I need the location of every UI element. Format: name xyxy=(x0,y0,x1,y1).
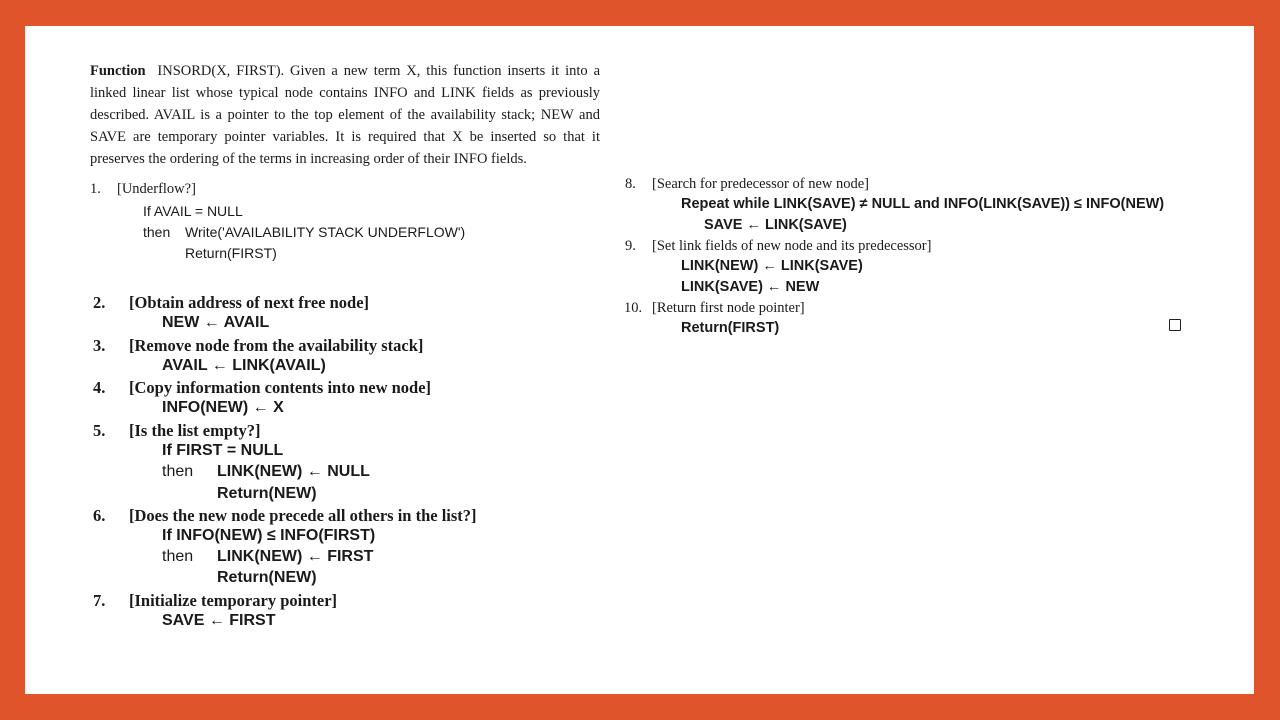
step-9-line-1: LINK(NEW) ← LINK(SAVE) xyxy=(681,258,863,274)
step-10-number: 10. xyxy=(624,300,643,316)
step-4-heading: [Copy information contents into new node] xyxy=(129,378,432,397)
step-9-line-2: LINK(SAVE) ← NEW xyxy=(681,279,820,295)
step-6-then: then xyxy=(162,548,194,565)
function-description xyxy=(90,60,600,170)
step-6-heading: [Does the new node precede all others in the list?] xyxy=(129,506,477,525)
step-5-line-1: If FIRST = NULL xyxy=(162,442,284,459)
step-9-number: 9. xyxy=(625,238,636,254)
step-6-line-1: If INFO(NEW) ≤ INFO(FIRST) xyxy=(162,527,376,544)
step-6-number: 6. xyxy=(93,506,106,525)
step-2-line-1: NEW ← AVAIL xyxy=(162,314,270,331)
step-4-line-1: INFO(NEW) ← X xyxy=(162,399,284,416)
step-9-heading: [Set link fields of new node and its predecessor] xyxy=(652,238,932,254)
step-8-number: 8. xyxy=(625,176,636,192)
step-10-heading: [Return first node pointer] xyxy=(652,300,805,316)
step-10-line-1: Return(FIRST) xyxy=(681,320,780,336)
end-of-proof-square-icon xyxy=(1169,319,1181,331)
step-2-number: 2. xyxy=(93,293,106,312)
step-5-heading: [Is the list empty?] xyxy=(129,421,261,440)
step-3-line-1: AVAIL ← LINK(AVAIL) xyxy=(162,357,326,374)
step-4-number: 4. xyxy=(93,378,106,397)
step-8-heading: [Search for predecessor of new node] xyxy=(652,176,869,192)
step-1-line-1: If AVAIL = NULL xyxy=(143,203,243,219)
function-keyword: Function xyxy=(90,63,146,79)
step-1-line-2: Write('AVAILABILITY STACK UNDERFLOW') xyxy=(185,224,466,240)
step-6-line-3: Return(NEW) xyxy=(217,569,317,586)
step-2-heading: [Obtain address of next free node] xyxy=(129,293,370,312)
step-1-then: then xyxy=(143,224,171,240)
step-7-line-1: SAVE ← FIRST xyxy=(162,612,276,629)
slide xyxy=(25,26,1254,694)
step-5-line-3: Return(NEW) xyxy=(217,485,317,502)
step-5-line-2: LINK(NEW) ← NULL xyxy=(217,463,370,480)
step-7-heading: [Initialize temporary pointer] xyxy=(129,591,338,610)
step-5-number: 5. xyxy=(93,421,106,440)
step-8-line-2: SAVE ← LINK(SAVE) xyxy=(704,217,847,233)
step-8-line-1: Repeat while LINK(SAVE) ≠ NULL and INFO(LINK(SAVE)) ≤ INFO(NEW) xyxy=(681,196,1165,212)
step-3-number: 3. xyxy=(93,336,106,355)
step-7-number: 7. xyxy=(93,591,106,610)
function-description-text: INSORD(X, FIRST). Given a new term X, this function inserts it into a linked linear list whose typical node contains INFO and LINK fields as previously described. AVAIL is a pointer to the top element of the availability stack; NEW and SAVE are temporary pointer variables. It is required that X be inserted so that it preserves the ordering of the terms in increasing order of their INFO fields. xyxy=(90,63,600,167)
step-3-heading: [Remove node from the availability stack] xyxy=(129,336,424,355)
step-5-then: then xyxy=(162,463,194,480)
step-1-number: 1. xyxy=(90,181,101,197)
step-6-line-2: LINK(NEW) ← FIRST xyxy=(217,548,374,565)
step-1-heading: [Underflow?] xyxy=(117,181,196,197)
step-1-line-3: Return(FIRST) xyxy=(185,245,277,261)
